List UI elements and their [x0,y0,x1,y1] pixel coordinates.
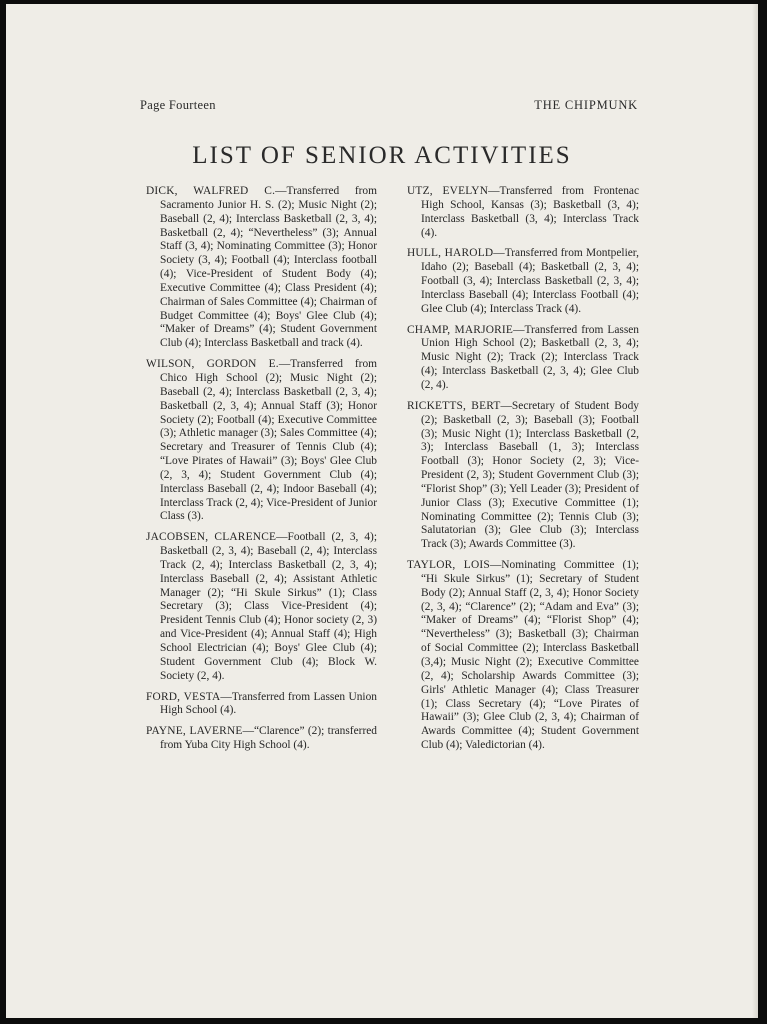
senior-entry [146,531,377,683]
senior-name: PAYNE, LAVERNE [146,725,243,738]
senior-activities: —“Clarence” (2); transferred from Yuba City High School (4). [160,725,377,752]
senior-entry [146,185,377,351]
right-column [407,185,639,760]
senior-activities: —Secretary of Student Body (2); Basketball (2, 3); Baseball (3); Football (3); Music Night (1); Interclass Basketball (2, 3); Interclass Baseball (1, 3); Interclass Football (3); Honor Society (2, 3); Vice-President (2, 3); Student Government Club (3); “Florist Shop” (3); Yell Leader (3); President of Junior Class (3); Executive Committee (1); Nominating Committee (2); Tennis Club (3); Salutatorian (3); Glee Club (3); Interclass Track (3); Awards Committee (3). [421,399,639,551]
senior-name: UTZ, EVELYN [407,185,489,197]
senior-entry [407,324,639,393]
senior-entry [407,185,639,240]
senior-activities: —Transferred from Sacramento Junior H. S. (2); Music Night (2); Baseball (2, 4); Interclass Basketball (2, 3, 4); Basketball (2, 4); “Nevertheless” (3); Annual Staff (3, 4); Nominating Committee (3); Honor Society (3, 4); Football (4); Interclass football (4); Vice-President of Student Body (4); Executive Committee (4); Class President (4); Chairman of Sales Committee (4); Chairman of Budget Committee (4); Boys' Glee Club (4); “Maker of Dreams” (4); Student Government Club (4); Interclass Basketball and track (4). [160,185,378,350]
senior-activities: —Transferred from Frontenac High School, Kansas (3); Basketball (3, 4); Interclass Basketball (3, 4); Interclass Track (4). [421,185,639,239]
senior-activities: —Football (2, 3, 4); Basketball (2, 3, 4); Baseball (2, 4); Interclass Track (2, 4); Interclass Basketball (2, 3, 4); Interclass Baseball (2, 4); Assistant Athletic Manager (2); “Hi Skule Sirkus” (1); Class Secretary (3); Class Vice-President (4); President Tennis Club (4); Honor society (2, 3) and Vice-President (4); Annual Staff (4); High School Electrician (4); Boys' Glee Club (4); Student Government Club (4); Block W. Society (2, 4). [160,531,378,682]
senior-activities: —Transferred from Lassen Union High School (4). [160,690,377,717]
senior-entry [146,725,377,753]
left-column [146,185,377,760]
senior-name: JACOBSEN, CLARENCE [146,531,277,544]
senior-entry [146,358,377,524]
senior-name: TAYLOR, LOIS [407,559,490,572]
senior-name: RICKETTS, BERT [407,399,501,412]
publication-name: THE CHIPMUNK [534,98,638,112]
senior-entry [407,559,639,753]
senior-name: WILSON, GORDON E. [146,358,279,371]
yearbook-page [6,4,758,1018]
senior-entry [146,691,377,719]
senior-activities: —Transferred from Chico High School (2); Music Night (2); Baseball (2, 4); Interclass Basketball (2, 3, 4); Basketball (2, 3, 4); Annual Staff (3); Honor Society (2); Football (4); Executive Committee (3); Athletic manager (3); Sales Committee (4); Secretary and Treasurer of Tennis Club (4); “Love Pirates of Hawaii” (3); Boys' Glee Club (2, 3, 4); Student Government Club (4); Interclass Baseball (2, 4); Indoor Baseball (4); Interclass Track (2, 4); Vice-President of Junior Class (3). [160,358,378,523]
senior-entry [407,400,639,552]
page-number-label: Page Fourteen [140,98,216,112]
page-title: LIST OF SENIOR ACTIVITIES [192,142,572,169]
senior-entry [407,247,639,316]
senior-name: DICK, WALFRED C. [146,185,276,197]
senior-name: HULL, HAROLD [407,247,494,260]
senior-name: CHAMP, MARJORIE [407,323,514,336]
running-header [140,98,638,114]
senior-activities: —Transferred from Montpelier, Idaho (2); Baseball (4); Basketball (2, 3, 4); Football (3, 4); Interclass Basketball (2, 3, 4); Interclass Baseball (4); Interclass Football (4); Glee Club (4); Interclass Track (4). [421,247,639,315]
senior-name: FORD, VESTA [146,690,221,703]
senior-activities: —Transferred from Lassen Union High School (2); Basketball (2, 3, 4); Music Night (2); Track (2); Interclass Track (4); Interclass Basketball (2, 3, 4); Glee Club (2, 4). [421,323,639,391]
senior-activities: —Nominating Committee (1); “Hi Skule Sirkus” (1); Secretary of Student Body (2); Annual Staff (2, 3, 4); Honor Society (2, 3, 4); “Clarence” (2); “Adam and Eva” (3); “Maker of Dreams” (4); “Florist Shop” (4); “Nevertheless” (3); Basketball (3); Chairman of Social Committee (2); Interclass Basketball (3,4); Music Night (2); Executive Committee (2, 4); Scholarship Awards Committee (3); Girls' Athletic Manager (4); Class Treasurer (1); Class Secretary (4); “Love Pirates of Hawaii” (3); Glee Club (2, 3, 4); Chairman of Awards Committee (4); Student Government Club (4); Valedictorian (4). [421,559,639,752]
